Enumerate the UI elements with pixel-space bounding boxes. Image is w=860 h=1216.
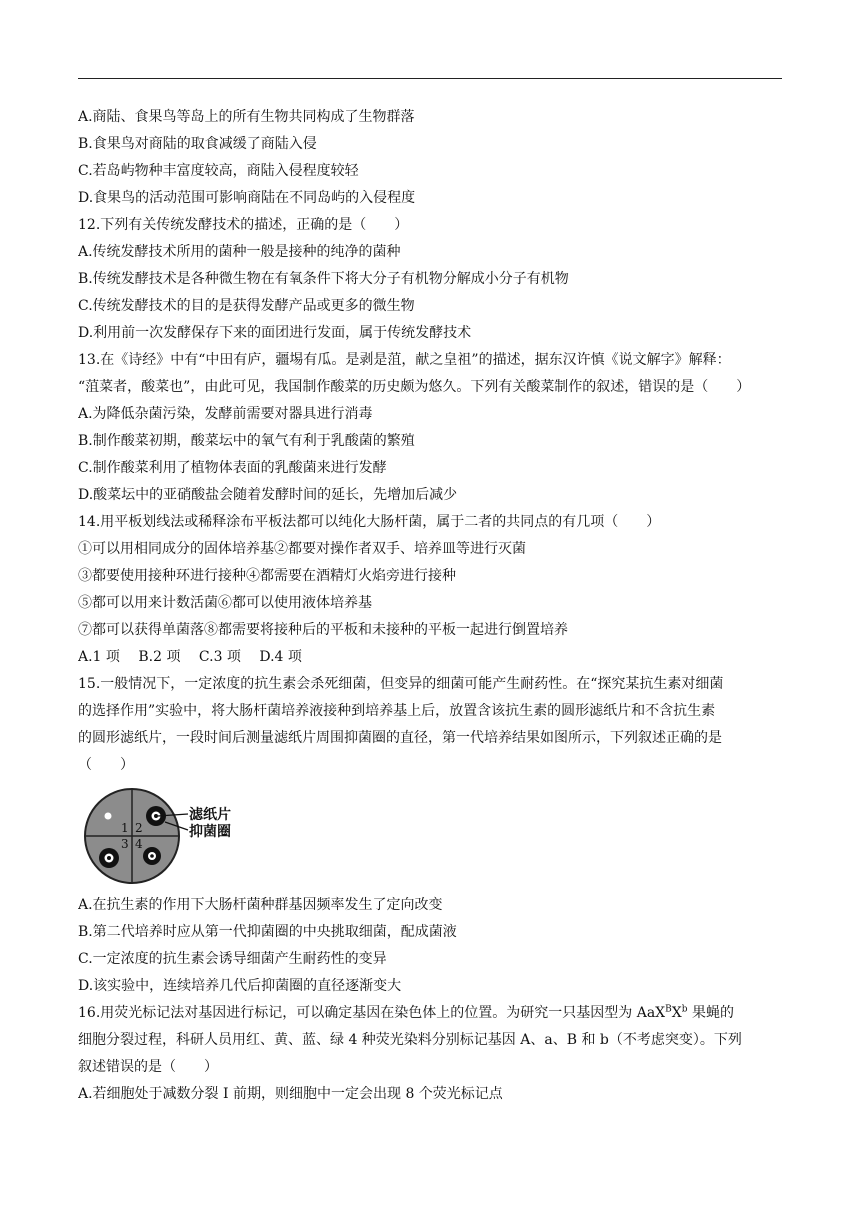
text-line: B.第二代培养时应从第一代抑菌圈的中央挑取细菌，配成菌液 — [78, 924, 457, 940]
label-inhibition-zone: 抑菌圈 — [189, 824, 231, 840]
text-line: B.食果鸟对商陆的取食减缓了商陆入侵 — [78, 136, 317, 152]
text-line: A.商陆、食果鸟等岛上的所有生物共同构成了生物群落 — [78, 109, 415, 125]
filter-disc-control — [105, 813, 112, 820]
text-line: A.为降低杂菌污染，发酵前需要对器具进行消毒 — [78, 406, 373, 422]
text-line: C.传统发酵技术的目的是获得发酵产品或更多的微生物 — [78, 298, 415, 314]
petri-dish-diagram — [78, 786, 318, 886]
question-12: 12.下列有关传统发酵技术的描述，正确的是（ ） — [78, 217, 409, 233]
header-rule — [78, 78, 782, 79]
text-line: A.若细胞处于减数分裂 I 前期，则细胞中一定会出现 8 个荧光标记点 — [78, 1086, 503, 1102]
answer-options-14: A.1 项 B.2 项 C.3 项 D.4 项 — [78, 649, 302, 665]
text-line: D.利用前一次发酵保存下来的面团进行发面，属于传统发酵技术 — [78, 325, 472, 341]
quadrant-label-1: 1 — [121, 821, 129, 835]
text-block-top — [78, 104, 782, 779]
text-line: （ ） — [78, 757, 134, 773]
text-line: C.制作酸菜利用了植物体表面的乳酸菌来进行发酵 — [78, 460, 387, 476]
text-line: C.若岛屿物种丰富度较高，商陆入侵程度较轻 — [78, 163, 359, 179]
quadrant-label-4: 4 — [135, 837, 143, 851]
text-line: 叙述错误的是（ ） — [78, 1059, 218, 1075]
text-line: ①可以用相同成分的固体培养基②都要对操作者双手、培养皿等进行灭菌 — [78, 541, 526, 557]
text-line: A.传统发酵技术所用的菌种一般是接种的纯净的菌种 — [78, 244, 401, 260]
text-line: B.传统发酵技术是各种微生物在有氧条件下将大分子有机物分解成小分子有机物 — [78, 271, 569, 287]
text-line: ⑦都可以获得单菌落⑧都需要将接种后的平板和未接种的平板一起进行倒置培养 — [78, 622, 568, 638]
text-line: B.制作酸菜初期，酸菜坛中的氧气有利于乳酸菌的繁殖 — [78, 433, 415, 449]
text-line: D.酸菜坛中的亚硝酸盐会随着发酵时间的延长，先增加后减少 — [78, 487, 458, 503]
text-line: C.一定浓度的抗生素会诱导细菌产生耐药性的变异 — [78, 951, 387, 967]
text-line: D.食果鸟的活动范围可影响商陆在不同岛屿的入侵程度 — [78, 190, 416, 206]
question-14: 14.用平板划线法或稀释涂布平板法都可以纯化大肠杆菌，属于二者的共同点的有几项（ ） — [78, 514, 661, 530]
quadrant-label-2: 2 — [135, 821, 143, 835]
text-line: 的圆形滤纸片，一段时间后测量滤纸片周围抑菌圈的直径，第一代培养结果如图所示，下列叙述正确的是 — [78, 730, 722, 746]
question-13: 13.在《诗经》中有“中田有庐，疆埸有瓜。是剥是菹，献之皇祖”的描述，据东汉许慎《说文解字》解释： — [78, 352, 731, 368]
question-15: 15.一般情况下，一定浓度的抗生素会杀死细菌，但变异的细菌可能产生耐药性。在“探究某抗生素对细菌 — [78, 676, 724, 692]
petri-dish-figure — [78, 786, 318, 886]
label-filter-paper: 滤纸片 — [189, 807, 231, 823]
text-line: A.在抗生素的作用下大肠杆菌种群基因频率发生了定向改变 — [78, 897, 443, 913]
text-line: “菹菜者，酸菜也”，由此可见，我国制作酸菜的历史颇为悠久。下列有关酸菜制作的叙述，错误的是（ ） — [78, 379, 751, 395]
text-line: ③都要使用接种环进行接种④都需要在酒精灯火焰旁进行接种 — [78, 568, 456, 584]
question-16: 16.用荧光标记法对基因进行标记，可以确定基因在染色体上的位置。为研究一只基因型为 $AaX^BX^b$ 果蝇的 — [78, 1004, 734, 1021]
text-line: 细胞分裂过程，科研人员用红、黄、蓝、绿 4 种荧光染料分别标记基因 A、a、B 和 b（不考虑突变）。下列 — [78, 1032, 742, 1048]
quadrant-label-3: 3 — [121, 837, 129, 851]
text-line: ⑤都可以用来计数活菌⑥都可以使用液体培养基 — [78, 595, 372, 611]
text-line: D.该实验中，连续培养几代后抑菌圈的直径逐渐变大 — [78, 978, 402, 994]
text-block-bottom — [78, 892, 782, 1108]
text-line: 的选择作用”实验中，将大肠杆菌培养液接种到培养基上后，放置含该抗生素的圆形滤纸片和不含抗生素 — [78, 703, 716, 719]
